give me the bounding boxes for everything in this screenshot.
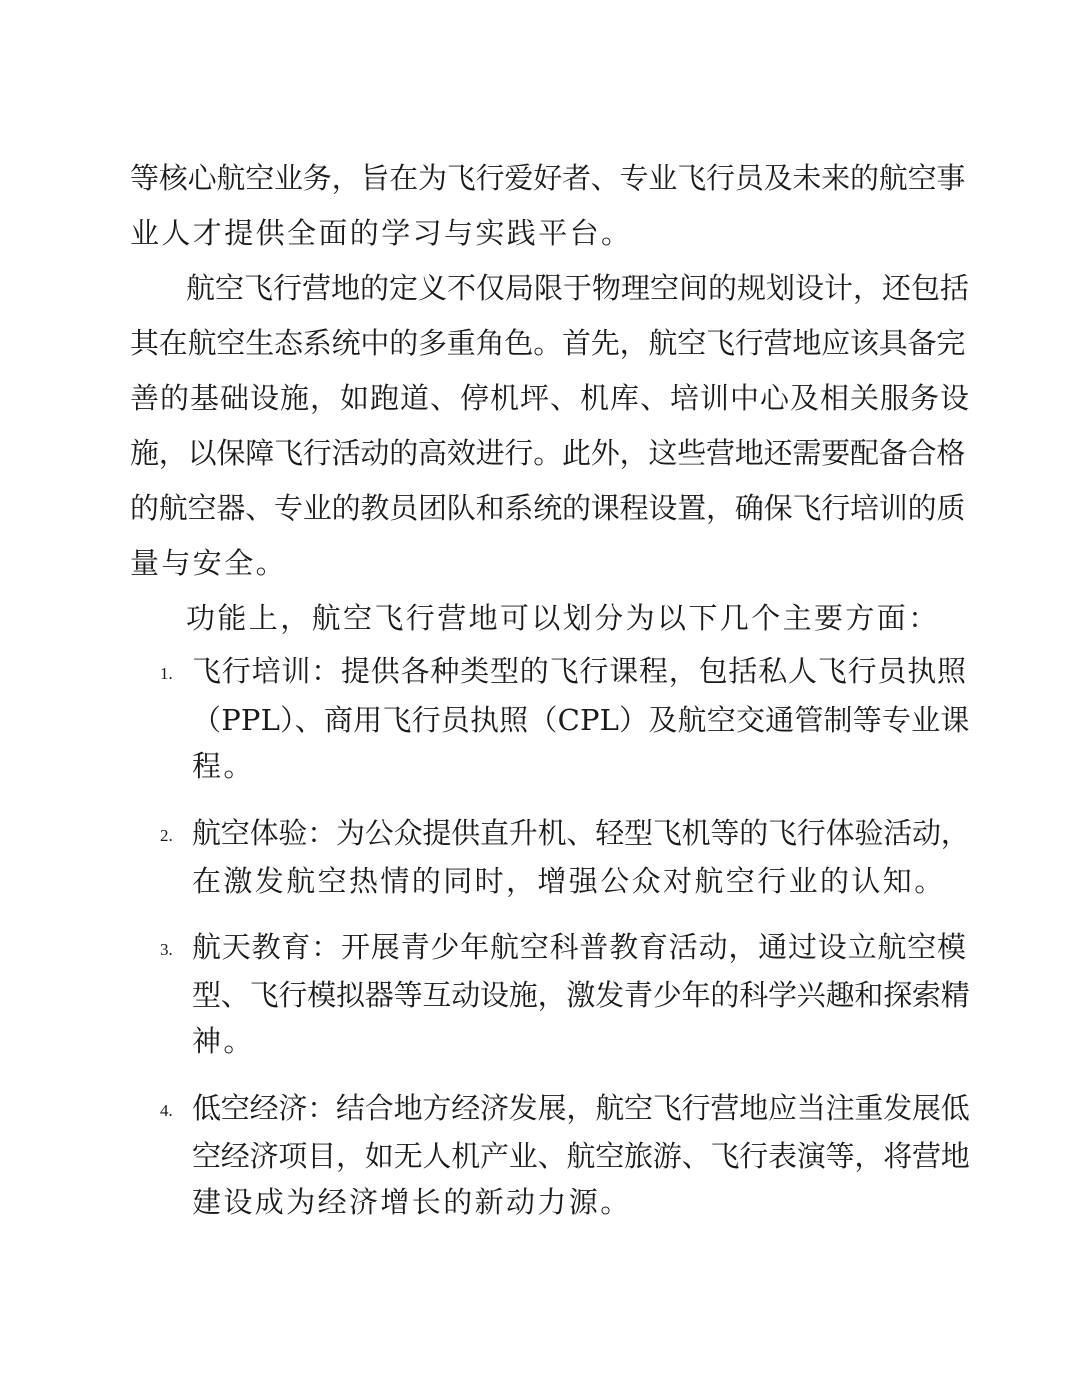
list-item-1-line-2: （PPL）、商用飞行员执照（CPL）及航空交通管制等专业课 [192,703,970,737]
paragraph-2-line-5: 的航空器、专业的教员团队和系统的课程设置，确保飞行培训的质 [130,491,966,525]
list-item-2-line-2: 在激发航空热情的同时，增强公众对航空行业的认知。 [192,864,946,898]
list-item-4-line-1: 低空经济：结合地方经济发展，航空飞行营地应当注重发展低 [192,1091,970,1125]
list-item-4-number: 4. [160,1101,173,1120]
paragraph-2-line-6: 量与安全。 [130,546,288,580]
paragraph-3-line-1: 功能上，航空飞行营地可以划分为以下几个主要方面： [186,601,940,635]
list-item-2-number: 2. [160,826,173,845]
list-item-3-line-1: 航天教育：开展青少年航空科普教育活动，通过设立航空模 [192,930,967,964]
list-item-3-number: 3. [160,940,173,959]
paragraph-1-line-2: 业人才提供全面的学习与实践平台。 [130,216,633,250]
list-item-1-line-3: 程。 [192,749,255,783]
paragraph-2-line-1: 航空飞行营地的定义不仅局限于物理空间的规划设计，还包括 [186,271,970,305]
list-item-3-line-3: 神。 [192,1024,255,1058]
list-item-1-line-1: 飞行培训：提供各种类型的飞行课程，包括私人飞行员执照 [192,654,967,688]
list-item-1-number: 1. [160,664,173,683]
list-item-4-line-2: 空经济项目，如无人机产业、航空旅游、飞行表演等，将营地 [192,1139,970,1173]
list-item-2-line-1: 航空体验：为公众提供直升机、轻型飞机等的飞行体验活动， [192,816,970,850]
list-item-3-line-2: 型、飞行模拟器等互动设施，激发青少年的科学兴趣和探索精 [192,978,970,1012]
paragraph-2-line-4: 施，以保障飞行活动的高效进行。此外，这些营地还需要配备合格 [130,436,966,470]
paragraph-2-line-3: 善的基础设施，如跑道、停机坪、机库、培训中心及相关服务设 [130,381,971,415]
paragraph-1-line-1: 等核心航空业务，旨在为飞行爱好者、专业飞行员及未来的航空事 [130,161,966,195]
list-item-4-line-3: 建设成为经济增长的新动力源。 [192,1185,632,1219]
paragraph-2-line-2: 其在航空生态系统中的多重角色。首先，航空飞行营地应该具备完 [130,326,966,360]
